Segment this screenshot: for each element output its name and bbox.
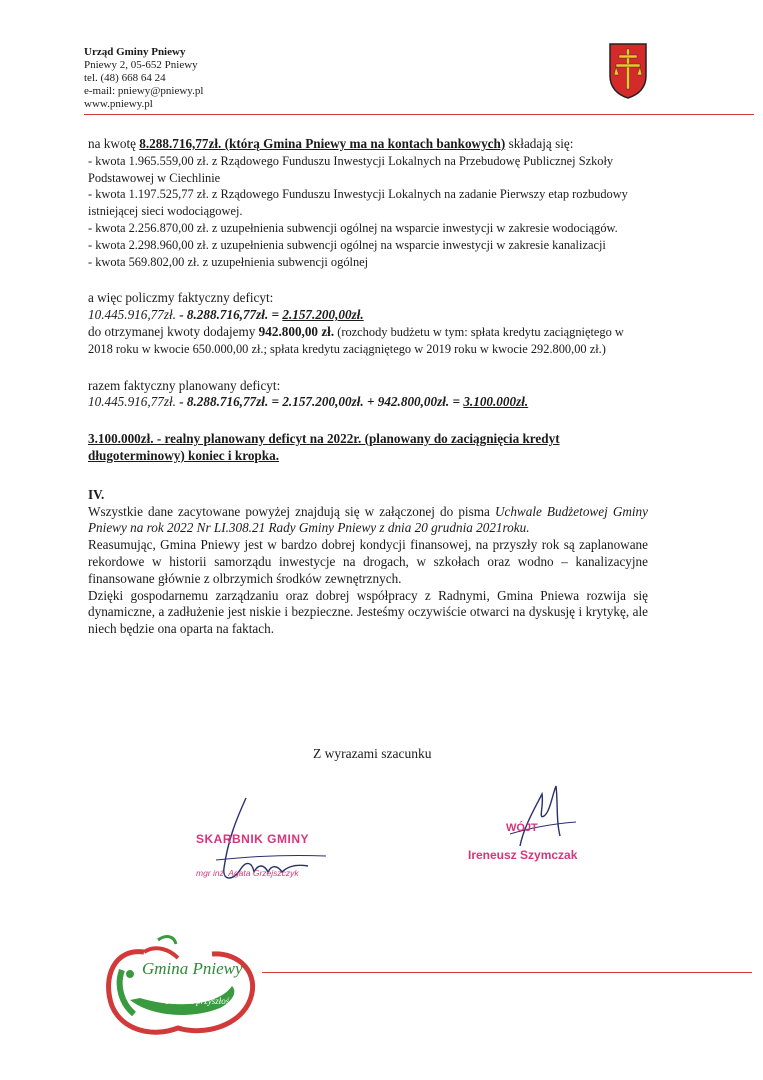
logo-slogan: Owocna przyszłość	[164, 996, 234, 1006]
footer-divider	[262, 972, 752, 973]
treasurer-title: SKARBNIK GMINY	[196, 832, 310, 846]
deficit-intro: a więc policzmy faktyczny deficyt:	[88, 290, 274, 306]
total-calculation: 10.445.916,77zł. - 8.288.716,77zł. = 2.157.200,00zł. + 942.800,00zł. = 3.100.000zł.	[88, 394, 529, 410]
deficit-summary: 3.100.000zł. - realny planowany deficyt na 2022r. (planowany do zaciągnięcia kredyt długoterminowy) koniec i kropka.	[88, 431, 560, 463]
header-divider	[84, 114, 754, 115]
paragraph-sources: Wszystkie dane zacytowane powyżej znajdują się w załączonej do pisma Uchwale Budżetowej Gminy Pniewy na rok 2022 Nr LI.308.21 Rady Gminy Pniewy z dnia 20 grudnia 2021roku.	[88, 503, 648, 536]
gmina-pniewy-logo	[100, 930, 270, 1040]
office-phone: tel. (48) 668 64 24	[84, 72, 166, 84]
deficit-calculation: 10.445.916,77zł. - 8.288.716,77zł. = 2.157.200,00zł.	[88, 307, 364, 323]
paragraph-summary: Reasumując, Gmina Pniewy jest w bardzo dobrej kondycji finansowej, na przyszły rok są zaplanowane rekordowe w historii samorządu inwestycje na drogach, w szkołach oraz wodno – kanalizacyjne finansowane głównie z olbrzymich środków zewnętrznych.	[88, 537, 648, 586]
funding-item: - kwota 1.965.559,00 zł. z Rządowego Funduszu Inwestycji Lokalnych na Przebudowę Publicznej Szkoły Podstawowej w Ciechlinie	[88, 153, 614, 185]
bank-amount: 8.288.716,77zł. (którą Gmina Pniewy ma na kontach bankowych)	[139, 136, 506, 151]
amount-line: na kwotę 8.288.716,77zł. (którą Gmina Pniewy ma na kontach bankowych) składają się:	[88, 136, 574, 151]
coat-of-arms-icon	[608, 42, 648, 100]
funding-item: - kwota 2.256.870,00 zł. z uzupełnienia subwencji ogólnej na wsparcie inwestycji w zakresie wodociągów.	[88, 220, 618, 235]
office-name: Urząd Gminy Pniewy	[84, 46, 186, 58]
logo-name: Gmina Pniewy	[142, 959, 243, 978]
office-address: Pniewy 2, 05-652 Pniewy	[84, 59, 198, 71]
funding-item: - kwota 2.298.960,00 zł. z uzupełnienia subwencji ogólnej na wsparcie inwestycji w zakresie kanalizacji	[88, 237, 606, 252]
closing-phrase: Z wyrazami szacunku	[313, 746, 432, 761]
treasurer-name: mgr inż. Agata Grzejszczyk	[196, 868, 299, 878]
total-intro: razem faktyczny planowany deficyt:	[88, 377, 281, 393]
letter-body	[88, 136, 648, 638]
repayment-note: do otrzymanej kwoty dodajemy 942.800,00 zł. (rozchody budżetu w tym: spłata kredytu zaciągniętego w 2018 roku w kwocie 650.000,00 zł.; spłata kredytu zaciągniętego w 2019 roku w kwocie 292.800,00 zł.)	[88, 323, 624, 356]
mayor-name: Ireneusz Szymczak	[468, 848, 578, 862]
section-heading: IV.	[88, 486, 105, 502]
office-website: www.pniewy.pl	[84, 98, 153, 110]
funding-item: - kwota 569.802,00 zł. z uzupełnienia subwencji ogólnej	[88, 254, 369, 269]
letterhead	[84, 46, 203, 111]
mayor-title: WÓJT	[506, 822, 538, 834]
paragraph-closing: Dzięki gospodarnemu zarządzaniu oraz dobrej współpracy z Radnymi, Gmina Pniewa rozwija się dynamiczne, a zadłużenie jest niskie i bezpieczne. Jesteśmy oczywiście otwarci na dyskusję i krytykę, ale niech będzie ona oparta na faktach.	[88, 587, 648, 637]
office-email: e-mail: pniewy@pniewy.pl	[84, 85, 204, 97]
funding-item: - kwota 1.197.525,77 zł. z Rządowego Funduszu Inwestycji Lokalnych na zadanie Pierwszy etap rozbudowy istniejącej sieci wodociągowej.	[88, 187, 628, 219]
